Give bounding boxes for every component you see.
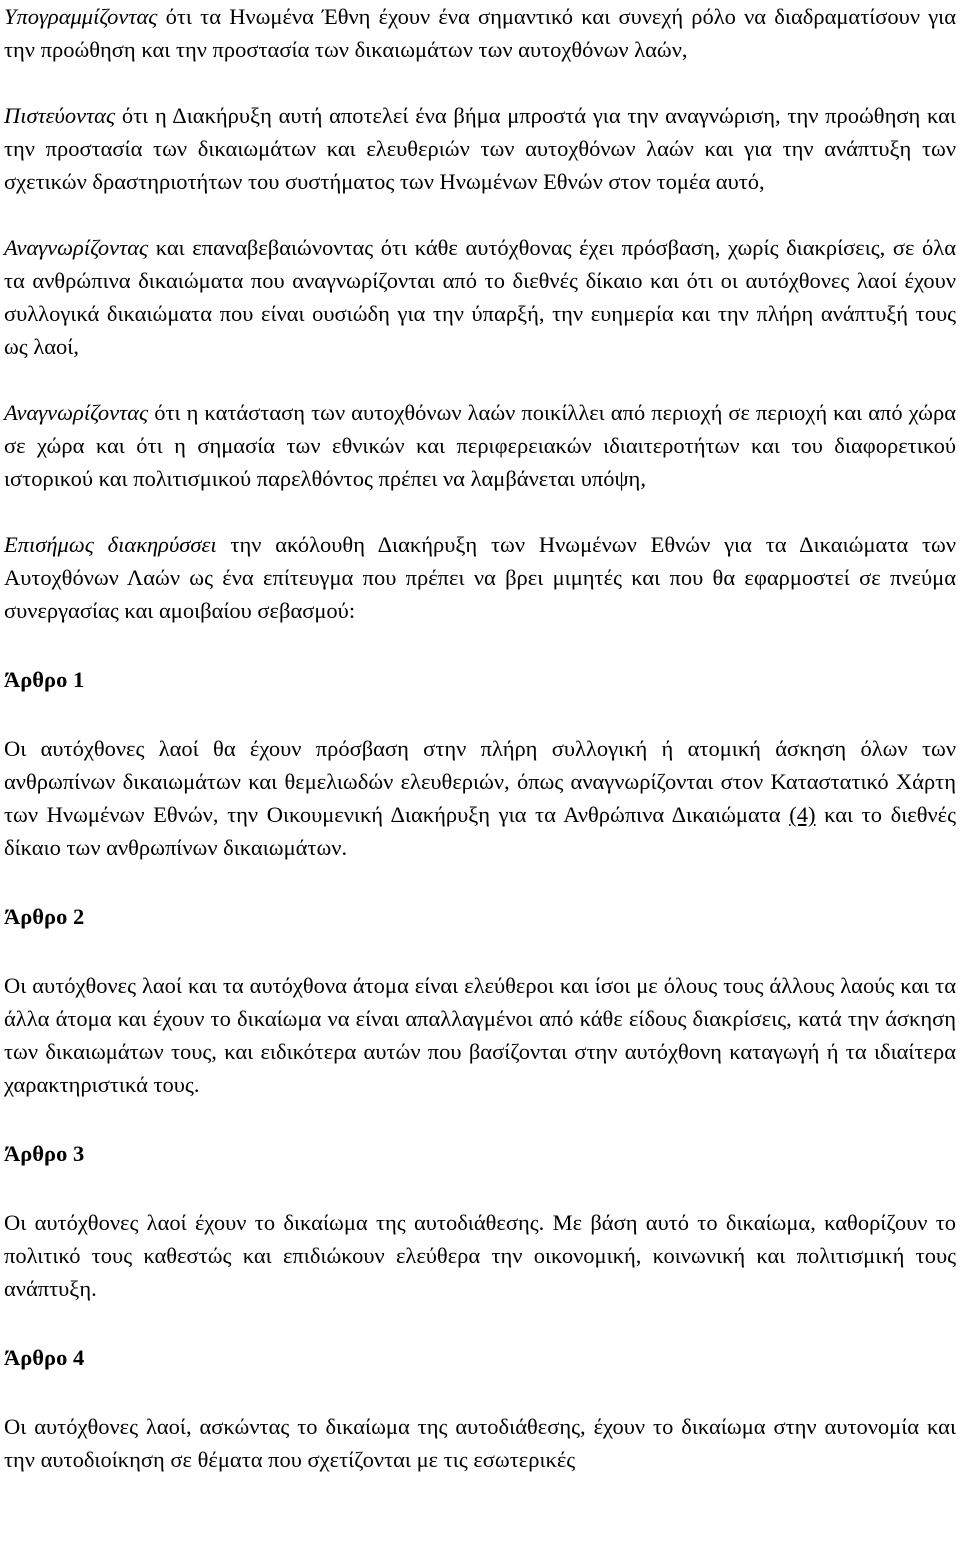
preamble-lead: Επισήμως διακηρύσσει — [4, 532, 217, 557]
article-text: Οι αυτόχθονες λαοί και τα αυτόχθονα άτομα είναι ελεύθεροι και ίσοι με όλους τους άλλους λαούς και τα άλλα άτομα και έχουν το δικαίωμα να είναι απαλλαγμένοι από κάθε είδους διακρίσεις, κατά την άσκηση των δικαιωμάτων τους, και ειδικότερα αυτών που βασίζονται στην αυτόχθονη καταγωγή ή τα ιδιαίτερα χαρακτηριστικά τους. — [4, 973, 956, 1097]
preamble-paragraph — [4, 231, 956, 363]
preamble-text: ότι η κατάσταση των αυτοχθόνων λαών ποικίλλει από περιοχή σε περιοχή και από χώρα σε χώρα και ότι η σημασία των εθνικών και περιφερειακών ιδιαιτεροτήτων και του διαφορετικού ιστορικού και πολιτισμικού παρελθόντος πρέπει να λαμβάνεται υπόψη, — [4, 400, 956, 491]
preamble-text: και επαναβεβαιώνοντας ότι κάθε αυτόχθονας έχει πρόσβαση, χωρίς διακρίσεις, σε όλα τα ανθρώπινα δικαιώματα που αναγνωρίζονται από το διεθνές δίκαιο και ότι οι αυτόχθονες λαοί έχουν συλλογικά δικαιώματα που είναι ουσιώδη για την ύπαρξή, την ευημερία και την πλήρη ανάπτυξή τους ως λαοί, — [4, 235, 956, 359]
preamble-paragraph — [4, 99, 956, 198]
article-text-part: και το διεθνές δίκαιο των ανθρωπίνων δικαιωμάτων. — [4, 802, 957, 860]
preamble-lead: Αναγνωρίζοντας — [4, 235, 149, 260]
article-text: Οι αυτόχθονες λαοί, ασκώντας το δικαίωμα της αυτοδιάθεσης, έχουν το δικαίωμα στην αυτονομία και την αυτοδιοίκηση σε θέματα που σχετίζονται με τις εσωτερικές — [4, 1414, 956, 1472]
preamble-paragraph — [4, 0, 956, 66]
preamble-lead: Αναγνωρίζοντας — [4, 400, 149, 425]
article-text-part: Οι αυτόχθονες λαοί θα έχουν πρόσβαση στην πλήρη συλλογική ή ατομική άσκηση όλων των ανθρωπίνων δικαιωμάτων και θεμελιωδών ελευθεριών, όπως αναγνωρίζονται στον Καταστατικό Χάρτη των Ηνωμένων Εθνών, την Οικουμενική Διακήρυξη για τα Ανθρώπινα Δικαιώματα — [4, 736, 956, 827]
article-heading: Άρθρο 2 — [4, 904, 85, 929]
preamble-text: ότι η Διακήρυξη αυτή αποτελεί ένα βήμα μπροστά για την αναγνώριση, την προώθηση και την προστασία των δικαιωμάτων και ελευθεριών των αυτοχθόνων λαών και για την ανάπτυξη των σχετικών δραστηριοτήτων του συστήματος των Ηνωμένων Εθνών στον τομέα αυτό, — [4, 103, 956, 194]
document-page — [4, 0, 956, 1476]
preamble-lead: Υπογραμμίζοντας — [4, 4, 158, 29]
article-text: Οι αυτόχθονες λαοί έχουν το δικαίωμα της αυτοδιάθεσης. Με βάση αυτό το δικαίωμα, καθορίζουν το πολιτικό τους καθεστώς και επιδιώκουν ελεύθερα την οικονομική, κοινωνική και πολιτισμική τους ανάπτυξη. — [4, 1210, 956, 1301]
preamble-text: ότι τα Ηνωμένα Έθνη έχουν ένα σημαντικό και συνεχή ρόλο να διαδραματίσουν για την προώθηση και την προστασία των δικαιωμάτων των αυτοχθόνων λαών, — [4, 4, 956, 62]
preamble-paragraph — [4, 528, 956, 627]
footnote-reference[interactable]: (4) — [789, 802, 816, 827]
article-heading: Άρθρο 3 — [4, 1141, 85, 1166]
preamble-text: την ακόλουθη Διακήρυξη των Ηνωμένων Εθνών για τα Δικαιώματα των Αυτοχθόνων Λαών ως ένα επίτευγμα που πρέπει να βρει μιμητές και που θα εφαρμοστεί σε πνεύμα συνεργασίας και αμοιβαίου σεβασμού: — [4, 532, 956, 623]
article-text — [4, 732, 956, 864]
preamble-paragraph — [4, 396, 956, 495]
article-heading: Άρθρο 4 — [4, 1345, 85, 1370]
preamble-lead: Πιστεύοντας — [4, 103, 116, 128]
article-heading: Άρθρο 1 — [4, 667, 85, 692]
